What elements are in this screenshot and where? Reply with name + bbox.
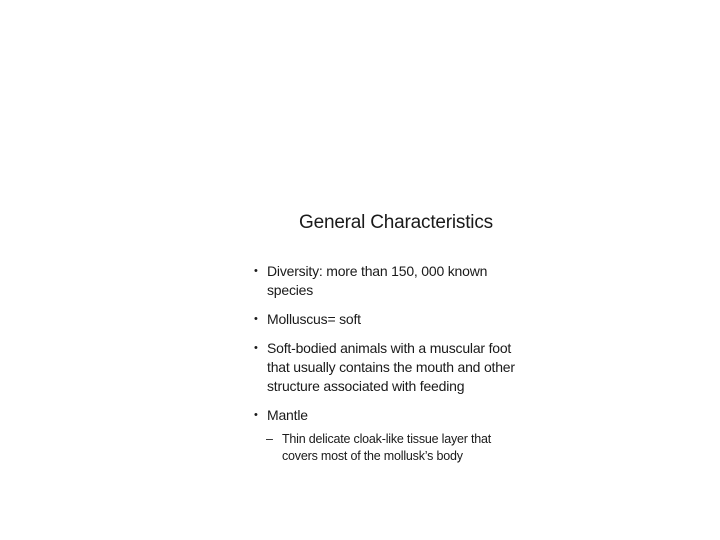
- bullet-marker: •: [254, 409, 258, 421]
- bullet-item-diversity: [254, 262, 524, 300]
- bullet-text: Soft-bodied animals with a muscular foot that usually contains the mouth and other structure associated with feeding: [267, 340, 515, 394]
- bullet-marker: •: [254, 342, 258, 354]
- bullet-list: [254, 262, 524, 465]
- bullet-text: Mantle: [267, 407, 308, 423]
- sub-bullet-text: Thin delicate cloak-like tissue layer that covers most of the mollusk’s body: [282, 432, 492, 463]
- bullet-marker: •: [254, 265, 258, 277]
- bullet-item-molluscus: [254, 310, 524, 329]
- bullet-marker: •: [254, 313, 258, 325]
- slide-title: General Characteristics: [299, 212, 493, 233]
- bullet-text: Diversity: more than 150, 000 known species: [267, 263, 488, 298]
- sub-bullet-marker: –: [266, 432, 273, 446]
- bullet-item-mantle: [254, 406, 524, 425]
- sub-bullet-mantle-description: [254, 431, 524, 465]
- bullet-item-soft-bodied: [254, 339, 524, 396]
- bullet-text: Molluscus= soft: [267, 311, 361, 327]
